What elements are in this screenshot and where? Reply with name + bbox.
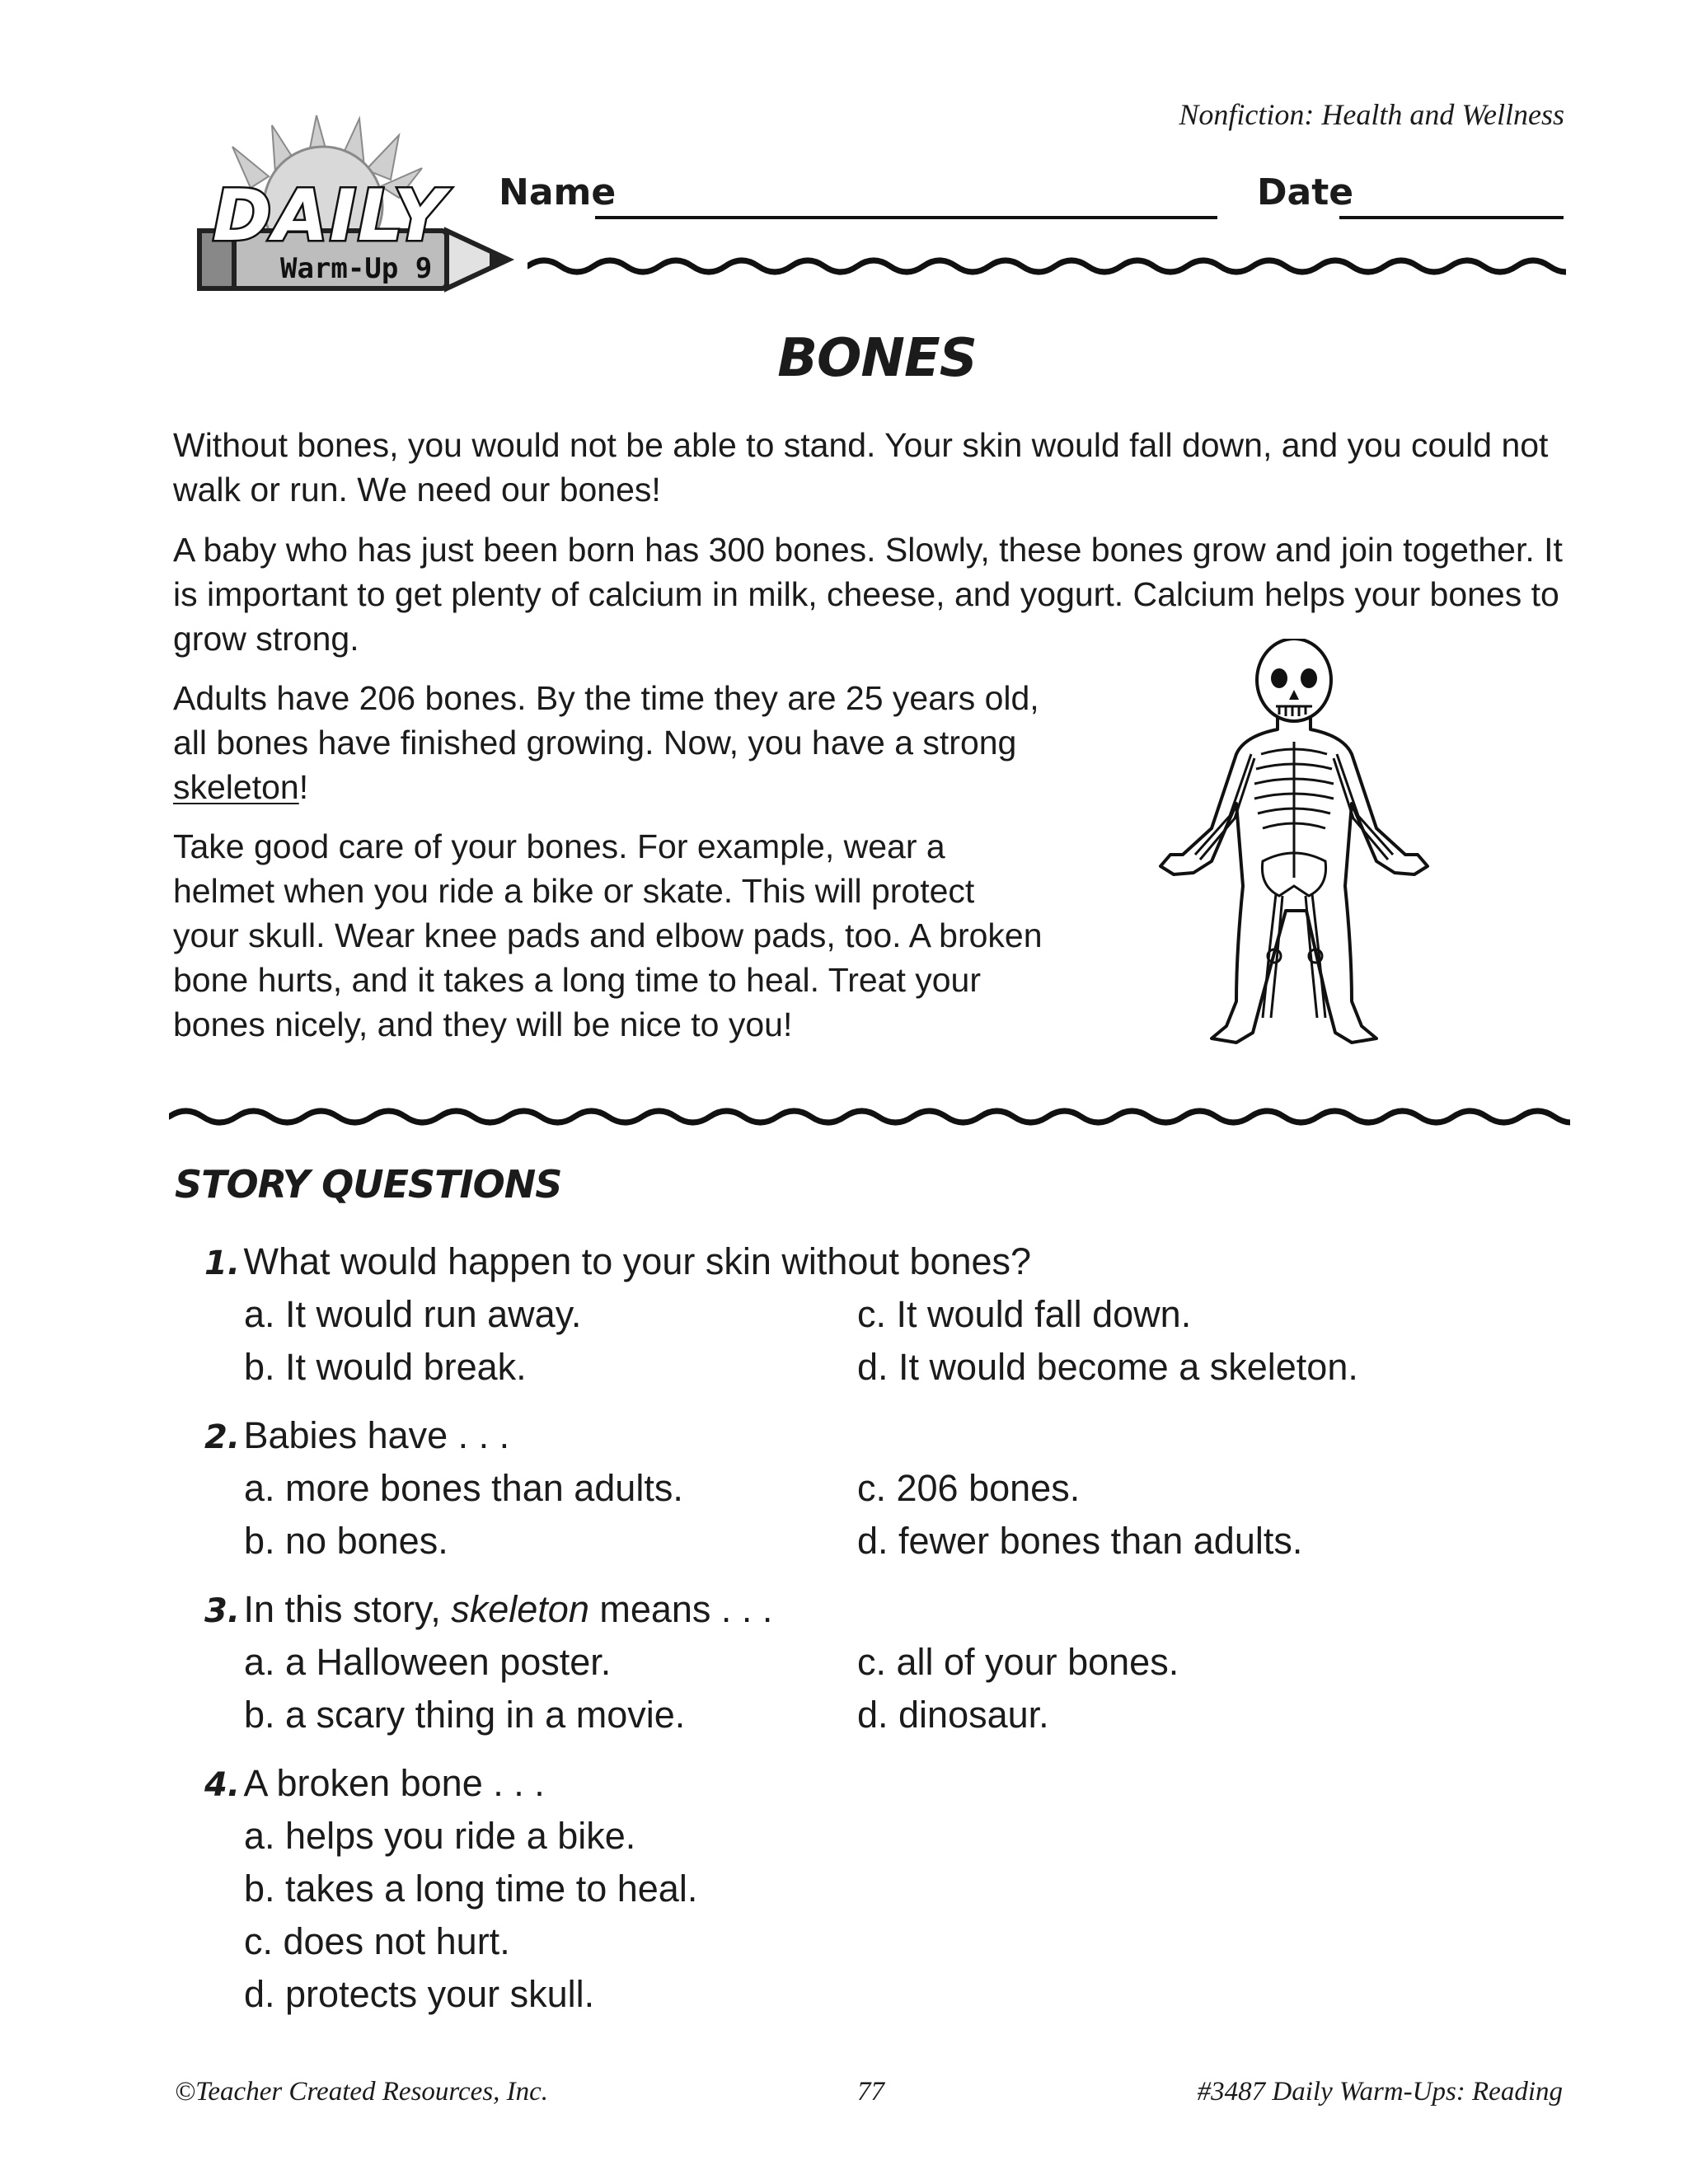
option-b[interactable]: b. takes a long time to heal. [244, 1868, 698, 1910]
option-a[interactable]: a. It would run away. [244, 1293, 582, 1335]
paragraph-3-end: ! [298, 768, 309, 806]
middle-wavy-divider [169, 1092, 1570, 1141]
question-number: 2. [204, 1418, 241, 1456]
question-text: What would happen to your skin without bones? [243, 1240, 1032, 1282]
daily-warmup-badge [183, 107, 529, 305]
paragraph-4: Take good care of your bones. For example, wear a helmet when you ride a bike or skate. This will protect your skull. Wear knee pads and elbow pads, too. A broken bone hurts, and it takes a long time to heal. Treat your bones nicely, and they will be nice to you! [173, 827, 1043, 1043]
date-field[interactable] [1339, 216, 1564, 219]
question-text: Babies have . . . [243, 1414, 510, 1456]
date-label: Date [1257, 171, 1354, 213]
page-title: BONES [777, 328, 977, 389]
footer-publisher: ©Teacher Created Resources, Inc. [175, 2077, 549, 2107]
footer-book-title: #3487 Daily Warm-Ups: Reading [1197, 2077, 1563, 2107]
question-number: 3. [204, 1592, 241, 1630]
category-label: Nonfiction: Health and Wellness [1179, 98, 1564, 131]
questions-heading: STORY QUESTIONS [175, 1162, 562, 1207]
option-c[interactable]: c. It would fall down. [857, 1293, 1192, 1335]
top-wavy-divider [528, 246, 1566, 287]
question-text: A broken bone . . . [243, 1762, 545, 1804]
question-3 [204, 1587, 772, 1632]
paragraph-1: Without bones, you would not be able to stand. Your skin would fall down, and you could not walk or run. We need our bones! [173, 426, 1549, 509]
skeleton-term: skeleton [173, 768, 299, 806]
option-c[interactable]: c. 206 bones. [857, 1467, 1081, 1509]
option-d[interactable]: d. fewer bones than adults. [857, 1520, 1303, 1562]
option-b[interactable]: b. It would break. [244, 1346, 527, 1388]
question-text-end: means . . . [588, 1588, 773, 1630]
option-a[interactable]: a. more bones than adults. [244, 1467, 683, 1509]
paragraph-2: A baby who has just been born has 300 bones. Slowly, these bones grow and join together. It is important to get plenty of calcium in milk, cheese, and yogurt. Calcium helps your bones to grow strong. [173, 531, 1563, 658]
question-text [243, 1588, 772, 1630]
question-number: 1. [204, 1244, 241, 1282]
skeleton-illustration [1154, 639, 1459, 1059]
option-b[interactable]: b. a scary thing in a movie. [244, 1694, 686, 1736]
option-a[interactable]: a. a Halloween poster. [244, 1641, 612, 1683]
option-d[interactable]: d. dinosaur. [857, 1694, 1049, 1736]
name-field[interactable] [595, 216, 1217, 219]
option-d[interactable]: d. It would become a skeleton. [857, 1346, 1358, 1388]
paragraph-3-text: Adults have 206 bones. By the time they are 25 years old, all bones have finished growing. Now, you have a strong [173, 679, 1039, 762]
question-term: skeleton [451, 1588, 589, 1630]
badge-title: DAILY [213, 175, 447, 257]
page-number: 77 [857, 2077, 884, 2107]
option-c[interactable]: c. all of your bones. [857, 1641, 1179, 1683]
paragraph-3 [173, 676, 1047, 809]
question-4 [204, 1761, 545, 1806]
question-text-start: In this story, [243, 1588, 452, 1630]
question-1 [204, 1240, 1031, 1284]
question-2 [204, 1413, 509, 1458]
badge-subtitle: Warm-Up 9 [280, 252, 433, 285]
option-a[interactable]: a. helps you ride a bike. [244, 1815, 636, 1857]
option-b[interactable]: b. no bones. [244, 1520, 448, 1562]
name-label: Name [499, 171, 617, 213]
question-number: 4. [204, 1766, 241, 1804]
option-c[interactable]: c. does not hurt. [244, 1920, 510, 1962]
option-d[interactable]: d. protects your skull. [244, 1973, 595, 2015]
